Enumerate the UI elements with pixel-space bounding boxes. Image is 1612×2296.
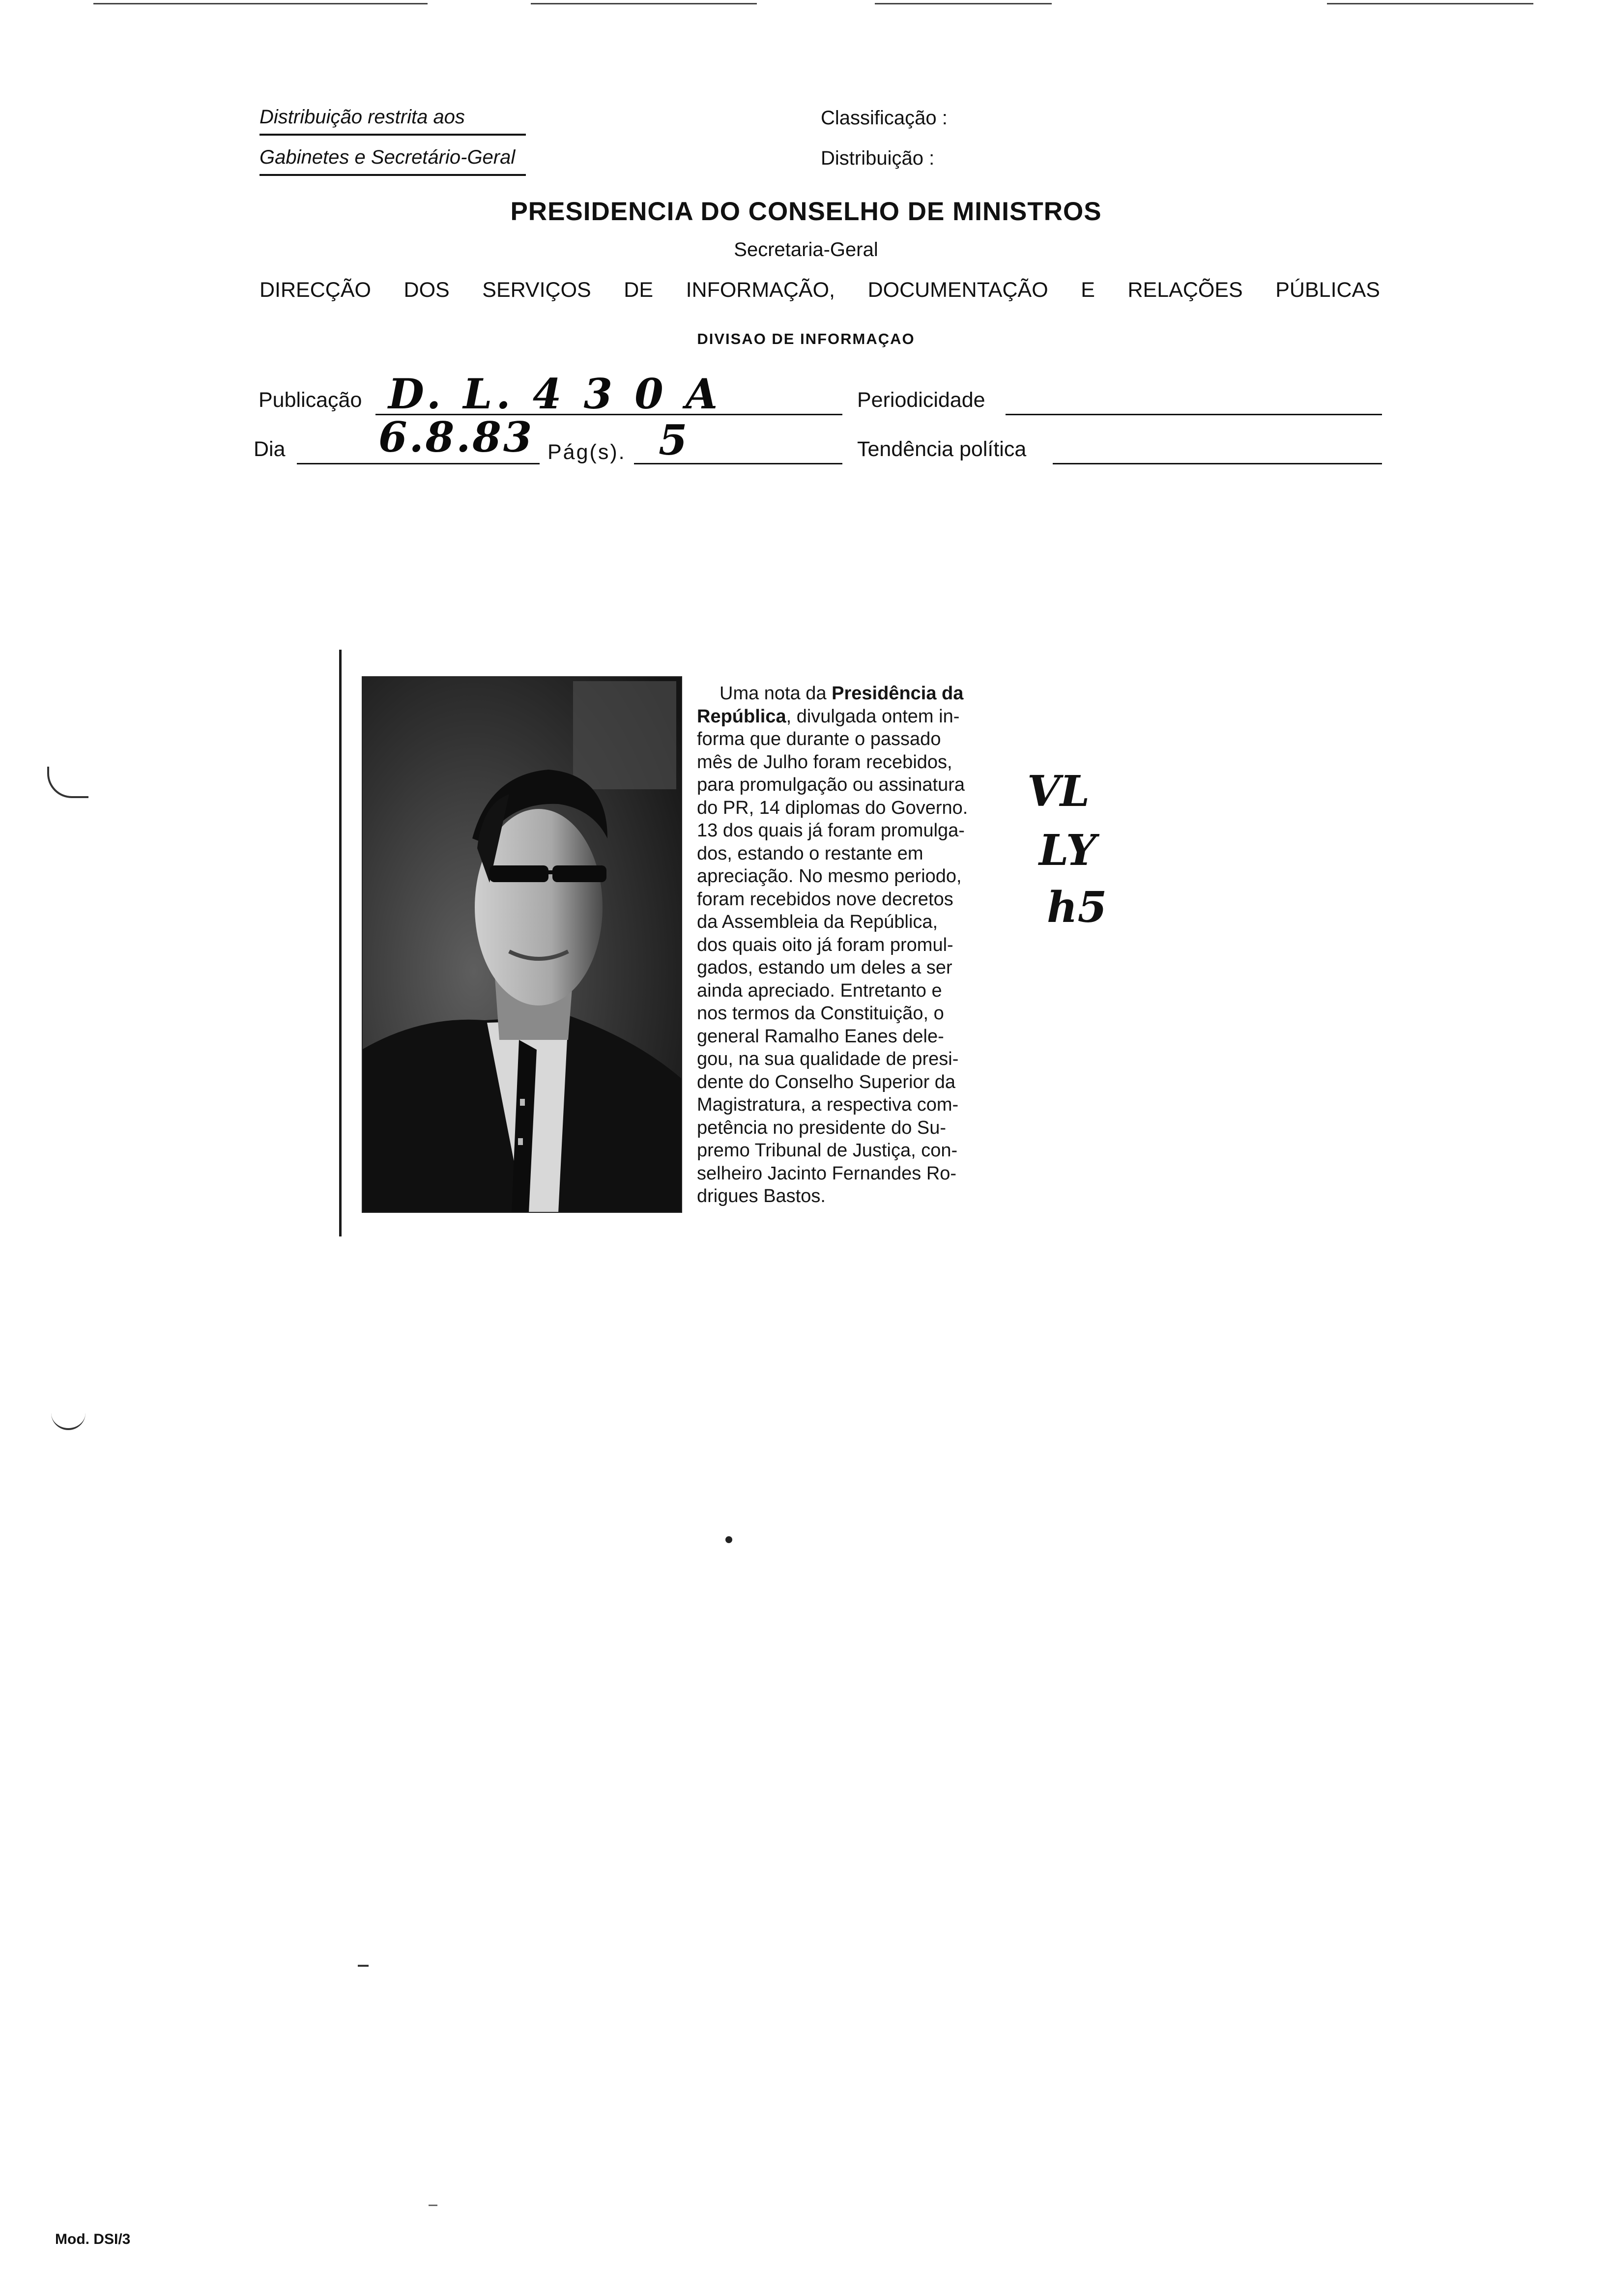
article-line: selheiro Jacinto Fernandes Ro-: [697, 1163, 957, 1184]
article-line: ainda apreciado. Entretanto e: [697, 980, 942, 1001]
distribution-underline: [259, 134, 526, 136]
secretaria-heading: Secretaria-Geral: [734, 239, 878, 260]
scan-speck: [725, 1536, 732, 1543]
scan-rule: [531, 3, 757, 4]
direccao-word: INFORMAÇÃO,: [686, 278, 835, 302]
article-line: general Ramalho Eanes dele-: [697, 1026, 944, 1047]
article-line: dos, estando o restante em: [697, 843, 923, 864]
article-line: do PR, 14 diplomas do Governo.: [697, 797, 968, 818]
distribution-note-line2: Gabinetes e Secretário-Geral: [259, 146, 516, 168]
scan-mark: [429, 2205, 437, 2206]
margin-note-ly: LY: [1039, 826, 1096, 875]
article-line: apreciação. No mesmo periodo,: [697, 866, 962, 887]
article-line: [697, 705, 1036, 728]
article-line: Magistratura, a respectiva com-: [697, 1094, 959, 1115]
direccao-word: RELAÇÕES: [1127, 278, 1243, 302]
direccao-word: PÚBLICAS: [1275, 278, 1380, 302]
margin-note-vl: VL: [1027, 767, 1090, 816]
article-line: forma que durante o passado: [697, 729, 941, 749]
portrait-photo-drawing: [362, 676, 682, 1213]
article-line: foram recebidos nove decretos: [697, 889, 953, 910]
article-line: [697, 682, 1036, 705]
scan-rule: [1327, 3, 1533, 4]
article-line: premo Tribunal de Justiça, con-: [697, 1140, 958, 1161]
scan-mark: [47, 767, 88, 798]
article-text: , divulgada ontem in-: [786, 706, 960, 727]
distribution-underline: [259, 174, 526, 176]
article-body: [697, 682, 1036, 1208]
periodicidade-field-line: [1006, 414, 1382, 415]
tendencia-label: Tendência política: [857, 437, 1027, 461]
portrait-photo: [362, 676, 682, 1213]
direccao-word: DE: [624, 278, 654, 302]
article-line: dos quais oito já foram promul-: [697, 934, 953, 955]
publicacao-label: Publicação: [259, 388, 362, 412]
scan-mark: [358, 1965, 369, 1967]
article-bold-text: República: [697, 706, 786, 727]
article-line: nos termos da Constituição, o: [697, 1003, 944, 1024]
direccao-heading: [259, 278, 1380, 302]
distribution-note-line1: Distribuição restrita aos: [259, 106, 465, 128]
direccao-word: DOS: [403, 278, 450, 302]
dia-field-line: [297, 463, 540, 464]
page-title: PRESIDENCIA DO CONSELHO DE MINISTROS: [510, 197, 1102, 226]
periodicidade-label: Periodicidade: [857, 388, 985, 412]
article-text: Uma nota da: [720, 683, 832, 704]
scan-rule: [875, 3, 1052, 4]
scan-mark: [51, 1401, 86, 1430]
tendencia-field-line: [1053, 463, 1382, 464]
article-line: petência no presidente do Su-: [697, 1117, 947, 1138]
direccao-word: SERVIÇOS: [482, 278, 591, 302]
article-line: da Assembleia da República,: [697, 912, 938, 932]
classificacao-label: Classificação :: [821, 107, 948, 129]
distribuicao-label: Distribuição :: [821, 147, 935, 169]
article-line: dente do Conselho Superior da: [697, 1071, 956, 1092]
form-model-code: Mod. DSI/3: [55, 2231, 131, 2247]
direccao-word: E: [1081, 278, 1095, 302]
pag-value: 5: [659, 416, 688, 464]
article-line: drigues Bastos.: [697, 1186, 826, 1206]
direccao-word: DOCUMENTAÇÃO: [867, 278, 1048, 302]
clipping-margin-rule: [339, 650, 342, 1236]
margin-note-h5: h5: [1047, 883, 1107, 932]
article-line: mês de Julho foram recebidos,: [697, 751, 952, 773]
article-line: para promulgação ou assinatura: [697, 775, 965, 795]
article-line: gou, na sua qualidade de presi-: [697, 1049, 959, 1069]
direccao-word: DIRECÇÃO: [259, 278, 371, 302]
article-bold-text: Presidência da: [832, 683, 964, 704]
publicacao-value: D. L. 4 3 0 A: [388, 370, 722, 418]
dia-value: 6.8.83: [378, 413, 534, 461]
pag-label: Pág(s).: [547, 440, 626, 464]
scan-rule: [93, 3, 428, 4]
article-line: 13 dos quais já foram promulga-: [697, 820, 965, 841]
divisao-heading: DIVISAO DE INFORMAÇAO: [697, 330, 915, 347]
dia-label: Dia: [254, 437, 286, 461]
article-line: gados, estando um deles a ser: [697, 957, 952, 978]
